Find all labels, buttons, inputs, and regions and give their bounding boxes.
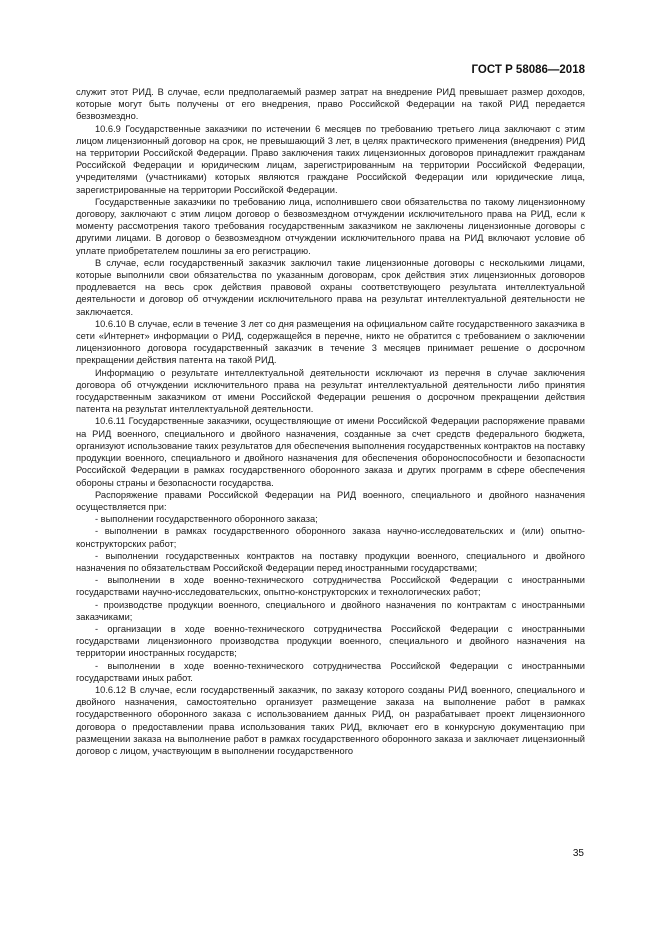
clause-10-6-10: 10.6.10 В случае, если в течение 3 лет со дня размещения на официальном сайте государственного заказчика в сети «Интернет» информации о РИД, содержащейся в перечне, никто не обратится с требованием о заключении лицензионного договора государственный заказчик в течение 3 месяцев принимает решение о досрочном прекращении действия патента на такой РИД. xyxy=(76,318,585,366)
paragraph: служит этот РИД. В случае, если предполагаемый размер затрат на внедрение РИД превышает размер доходов, которые могут быть получены от его внедрения, право Российской Федерации на такой РИД передается безвозмездно. xyxy=(76,87,585,122)
list-item: - выполнении в рамках государственного оборонного заказа научно-исследовательских и (или) опытно-конструкторских работ; xyxy=(76,526,585,549)
paragraph: В случае, если государственный заказчик заключил такие лицензионные договоры с несколькими лицами, которые выполнили свои обязательства по указанным договорам, срок действия этих лицензионных договоров продлевается на весь срок действия правовой охраны соответствующего результата интеллектуальной деятельности и договор об отчуждении исключительного права на результат интеллектуальной деятельности не заключается. xyxy=(76,257,585,317)
list-item: - выполнении государственного оборонного заказа; xyxy=(95,514,318,525)
list-item: - выполнении государственных контрактов на поставку продукции военного, специального и двойного назначения по обязательствам Российской Федерации перед иностранными государствами; xyxy=(76,550,585,573)
list-item: - организации в ходе военно-технического сотрудничества Российской Федерации с иностранными государствами лицензионного производства продукции военного, специального и двойного назначения на территории иностранных государств; xyxy=(76,623,585,659)
paragraph: Государственные заказчики по требованию лица, исполнившего свои обязательства по такому лицензионному договору, заключают с этим лицом договор о безвозмездном отчуждении исключительного права на РИД, если к моменту рассмотрения такого требования государственным заказчиком не заключены лицензионные договоры с другими лицами. В договор о безвозмездном отчуждении исключительного права на РИД включают условие об уплате приобретателем пошлины за его регистрацию. xyxy=(76,196,585,256)
paragraph: Распоряжение правами Российской Федерации на РИД военного, специального и двойного назначения осуществляется при: xyxy=(76,489,585,512)
standard-designation: ГОСТ Р 58086—2018 xyxy=(471,64,585,76)
page-number: 35 xyxy=(572,848,584,859)
list-item: - выполнении в ходе военно-технического сотрудничества Российской Федерации с иностранными государствами научно-исследовательских, опытно-конструкторских и технологических работ; xyxy=(76,575,585,598)
paragraph: Информацию о результате интеллектуальной деятельности исключают из перечня в случае заключения договора об отчуждении исключительного права на результат интеллектуальной деятельности либо принятия государственным заказчиком от имени Российской Федерации решения о досрочном прекращении действия патента на результат интеллектуальной деятельности. xyxy=(76,367,585,415)
body-text xyxy=(76,86,585,757)
clause-10-6-12: 10.6.12 В случае, если государственный заказчик, по заказу которого созданы РИД военного, специального и двойного назначения, самостоятельно организует размещение заказа на выполнение работ в рамках государственного оборонного заказа с использованием данных РИД, он разрабатывает проект лицензионного договора о предоставлении права использования таких РИД, включает его в конкурсную документацию при размещении заказа на выполнение работ в рамках государственного оборонного заказа и заключает лицензионный договор с лицом, участвующим в выполнении государственного xyxy=(76,684,585,756)
clause-10-6-9: 10.6.9 Государственные заказчики по истечении 6 месяцев по требованию третьего лица заключают с этим лицом лицензионный договор на срок, не превышающий 3 лет, в целях практического применения (внедрения) РИД на территории Российской Федерации. Право заключения таких лицензионных договоров принадлежит гражданам Российской Федерации и юридическим лицам, зарегистрированным на территории Российской Федерации, учредителями (участниками) которых являются граждане Российской Федерации или юридические лица, зарегистрированные на территории Российской Федерации. xyxy=(76,123,585,195)
clause-10-6-11: 10.6.11 Государственные заказчики, осуществляющие от имени Российской Федерации распоряжение правами на РИД военного, специального и двойного назначения, созданные за счет средств федерального бюджета, организуют использование таких результатов для обеспечения выполнения государственных контрактов на поставку продукции военного, специального и двойного назначения для обеспечения обороноспособности и безопасности Российской Федерации в рамках государственного оборонного заказа и других программ в сфере обеспечения обороны страны и безопасности государства. xyxy=(76,416,585,488)
list-item: - выполнении в ходе военно-технического сотрудничества Российской Федерации с иностранными государствами иных работ. xyxy=(76,660,585,683)
list-item: - производстве продукции военного, специального и двойного назначения по контрактам с иностранными заказчиками; xyxy=(76,599,585,622)
